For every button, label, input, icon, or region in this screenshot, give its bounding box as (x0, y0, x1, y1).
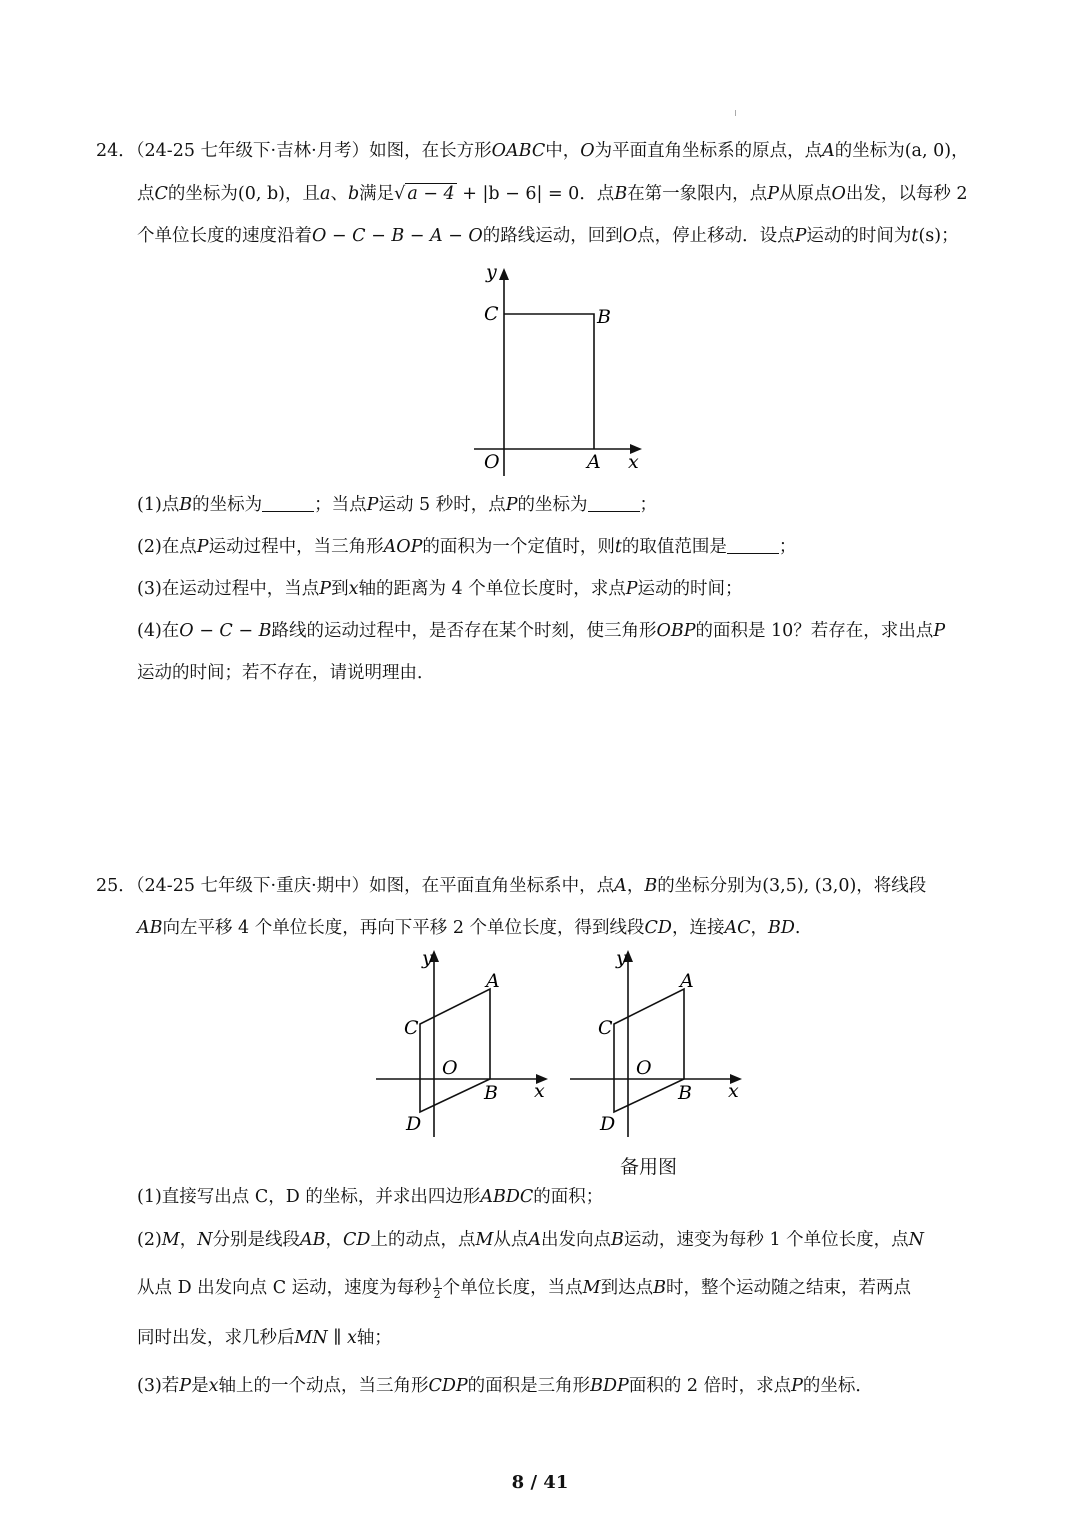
label-c: C (484, 303, 499, 325)
label-x: x (628, 451, 639, 473)
q25-part-1: (1)直接写出点 C，D 的坐标，并求出四边形ABDC的面积； (137, 1187, 604, 1207)
q25-part-3: (3)若P是x轴上的一个动点，当三角形CDP的面积是三角形BDP面积的 2 倍时，求点P的坐标． (137, 1376, 873, 1396)
label-o: O (636, 1057, 652, 1079)
label-d: D (406, 1113, 422, 1135)
label-o: O (484, 451, 500, 473)
q25-figure-backup (566, 942, 746, 1142)
label-c: C (404, 1017, 419, 1039)
top-mark (735, 110, 736, 116)
q24-part-1: (1)点B的坐标为 ；当点P运动 5 秒时，点P的坐标为 ； (137, 495, 657, 515)
q24-part-3: (3)在运动过程中，当点P到x轴的距离为 4 个单位长度时，求点P运动的时间； (137, 579, 743, 599)
q25-part-2-end: 同时出发，求几秒后MN ∥ x轴； (137, 1328, 392, 1348)
answer-blank[interactable] (727, 535, 779, 554)
q25-part-2-cont: 从点 D 出发向点 C 运动，速度为每秒 $\frac{1}{2}$ 个单位长度，当点M到达点B时，整个运动随之结束，若两点 (137, 1276, 911, 1301)
label-y: y (422, 947, 433, 969)
label-a: A (680, 970, 694, 992)
q24-part-4: (4)在O − C − B路线的运动过程中，是否存在某个时刻，使三角形OBP的面积是 10？若存在，求出点P (137, 621, 946, 641)
label-y: y (486, 261, 497, 283)
y-axis-arrow (499, 268, 509, 280)
rectangle-oabc (504, 314, 594, 449)
label-x: x (728, 1080, 739, 1102)
label-y: y (616, 947, 627, 969)
q25-figure-main (372, 942, 552, 1142)
label-a: A (587, 451, 601, 473)
q24-line-2: 点C的坐标为(0, b)，且a、b满足√ a − 4 + |b − 6| = 0．点B在第一象限内，点P从原点O出发，以每秒 2 (137, 184, 968, 204)
label-b: B (484, 1082, 498, 1104)
q24-line-1: 24．（24-25 七年级下·吉林·月考）如图，在长方形OABC中，O为平面直角坐标系的原点，点A的坐标为(a, 0)， (96, 141, 969, 161)
label-o: O (442, 1057, 458, 1079)
label-a: A (486, 970, 500, 992)
q24-part-4-cont: 运动的时间；若不存在，请说明理由． (137, 663, 435, 683)
label-x: x (534, 1080, 545, 1102)
q24-part-2: (2)在点P运动过程中，当三角形AOP的面积为一个定值时，则t的取值范围是 ； (137, 537, 797, 557)
fraction-one-half: $\frac{1}{2}$ (433, 1276, 441, 1301)
page-number: 8 / 41 (511, 1472, 569, 1493)
q25-part-2: (2)M，N分别是线段AB，CD上的动点，点M从点A出发向点B运动，速变为每秒 1 个单位长度，点N (137, 1230, 924, 1250)
q24-figure (470, 258, 650, 483)
label-d: D (600, 1113, 616, 1135)
q25-line-2: AB向左平移 4 个单位长度，再向下平移 2 个单位长度，得到线段CD，连接AC，BD. (137, 918, 801, 938)
q24-line-3: 个单位长度的速度沿着O − C − B − A − O的路线运动，回到O点，停止移动．设点P运动的时间为t(s)； (137, 226, 959, 246)
label-b: B (678, 1082, 692, 1104)
q25-line-1: 25．（24-25 七年级下·重庆·期中）如图，在平面直角坐标系中，点A，B的坐标分别为(3,5), (3,0)，将线段 (96, 876, 927, 896)
backup-figure-caption: 备用图 (620, 1156, 678, 1178)
answer-blank[interactable] (588, 493, 640, 512)
answer-blank[interactable] (262, 493, 314, 512)
label-b: B (597, 306, 611, 328)
quadrilateral-abdc (420, 989, 490, 1112)
quadrilateral-abdc (614, 989, 684, 1112)
label-c: C (598, 1017, 613, 1039)
